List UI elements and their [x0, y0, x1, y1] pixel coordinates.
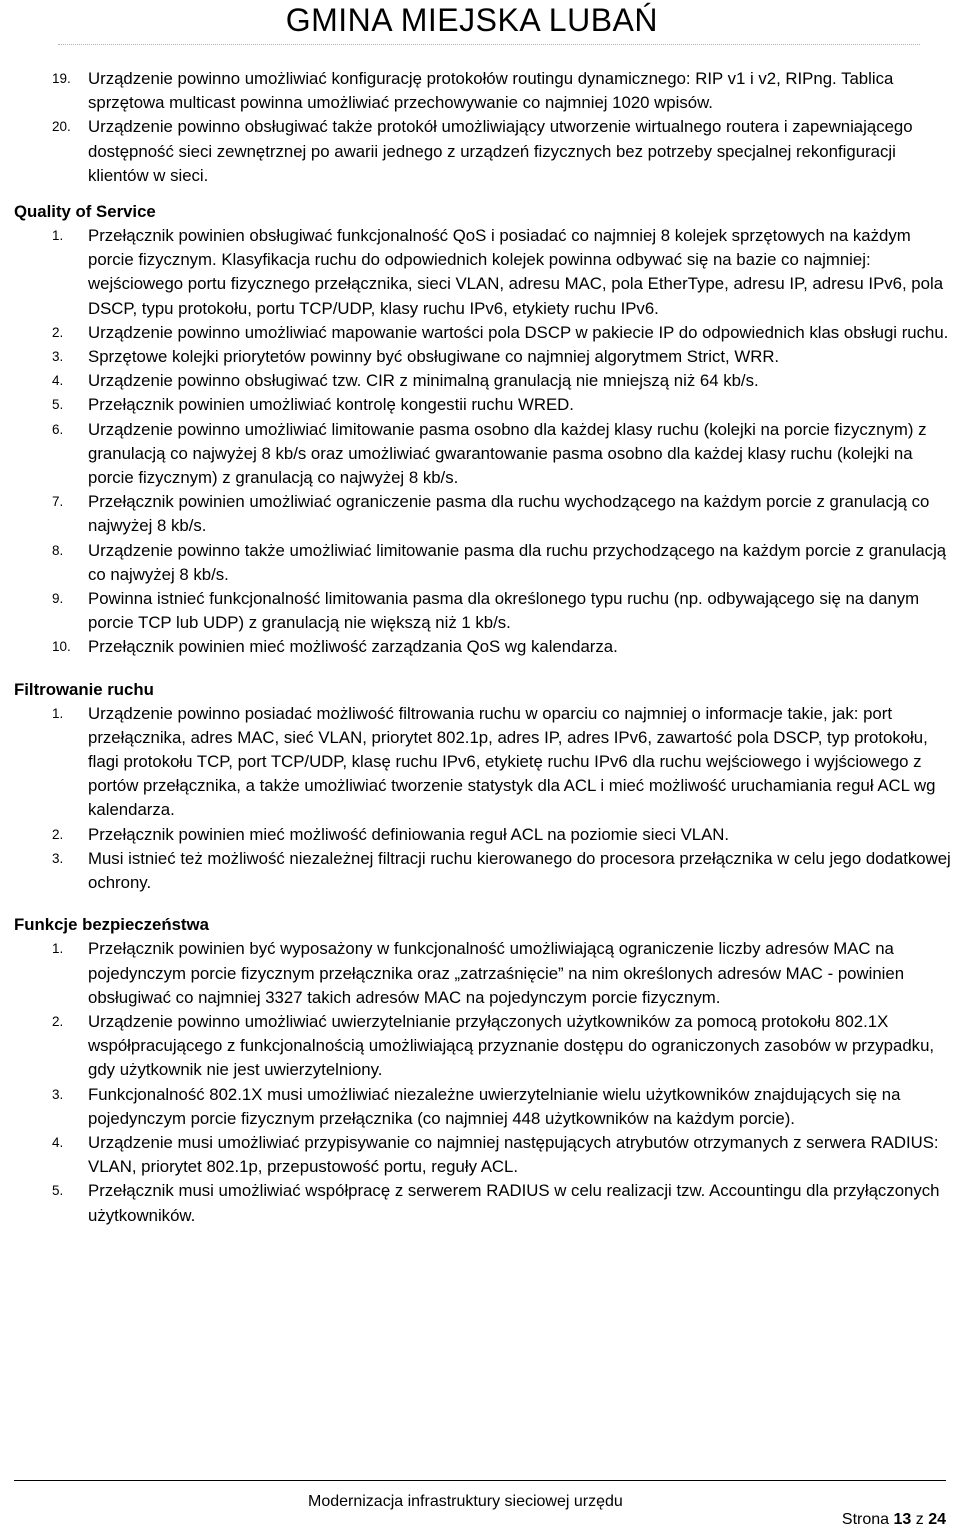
list-item-number: 6.: [52, 421, 64, 437]
header-divider: [58, 44, 920, 45]
list-item: [14, 115, 958, 188]
list-item: [14, 321, 958, 345]
list-item-number: 3.: [52, 349, 64, 365]
list-item-text: Przełącznik powinien mieć możliwość zarządzania QoS wg kalendarza.: [88, 637, 618, 657]
list-item-number: 9.: [52, 591, 64, 607]
document-header-title: GMINA MIEJSKA LUBAŃ: [285, 2, 658, 38]
list-item: [14, 1179, 958, 1227]
page-separator: z: [915, 1511, 924, 1528]
list-item: [14, 393, 958, 417]
list-item-text: Urządzenie musi umożliwiać przypisywanie co najmniej następujących atrybutów otrzymanych z serwera RADIUS: VLAN, priorytet 802.1p, przepustowość portu, reguły ACL.: [88, 1132, 939, 1177]
list-item: [14, 635, 958, 659]
list-item-text: Urządzenie powinno umożliwiać limitowanie pasma osobno dla każdej klasy ruchu (kolejki na porcie fizycznym) z granulacją co najwyżej 8 kb/s oraz umożliwiać gwarantowanie pasma osobno dla każdej klasy ruchu (kolejki na porcie fizycznym) z granulacją co najwyżej 8 kb/s.: [88, 419, 927, 488]
list-item: [14, 1083, 958, 1131]
list-item: [14, 369, 958, 393]
list-item: [14, 1010, 958, 1083]
list-item-text: Przełącznik powinien być wyposażony w funkcjonalność umożliwiającą ograniczenie liczby adresów MAC na pojedynczym porcie fizycznym przełącznika oraz „zatrzaśnięcie” na nim określonych adresów MAC - powinien obsługiwać co najmniej 3327 takich adresów MAC na pojedynczym porcie fizycznym.: [88, 939, 905, 1007]
list-item-text: Urządzenie powinno obsługiwać także protokół umożliwiający utworzenie wirtualnego routera i zapewniającego dostępność sieci zewnętrznej po awarii jednego z urządzeń fizycznych bez potrzeby specjalnej rekonfiguracji klientów w sieci.: [88, 117, 913, 185]
page-label: Strona: [841, 1511, 890, 1528]
qos-list: [14, 224, 958, 660]
list-item: [14, 587, 958, 635]
list-item-text: Funkcjonalność 802.1X musi umożliwiać niezależne uwierzytelnianie wielu użytkowników znajdujących się na pojedynczym porcie fizycznym przełącznika (co najmniej 448 użytkowników na każdym porcie).: [88, 1084, 901, 1128]
list-item-text: Musi istnieć też możliwość niezależnej filtracji ruchu kierowanego do procesora przełącznika w celu jego dodatkowej ochrony.: [88, 848, 951, 893]
list-item: [14, 847, 958, 895]
list-item-text: Przełącznik powinien mieć możliwość definiowania reguł ACL na poziomie sieci VLAN.: [88, 824, 730, 844]
list-item-number: 4.: [52, 373, 64, 389]
list-item-number: 19.: [52, 71, 71, 86]
list-item-number: 10.: [52, 639, 71, 655]
list-item-text: Urządzenie powinno posiadać możliwość filtrowania ruchu w oparciu co najmniej o informacje takie, jak: port przełącznika, adres MAC, sieć VLAN, priorytet 802.1p, adres IP, adres IPv6, zawartość pola DSCP, typ protokołu, flagi protokołu TCP, port TCP/UDP, klasę ruchu IPv6, etykietę ruchu IPv6 dla ruchu wejściowego i wyjściowego z portów przełącznika, a także umożliwiać tworzenie statystyk dla ACL i mieć możliwość uruchamiania reguł ACL wg kalendarza.: [88, 703, 936, 820]
list-item: [14, 67, 958, 115]
top-list: [14, 67, 958, 188]
page-total: 24: [928, 1511, 946, 1528]
list-item-text: Przełącznik powinien umożliwiać ograniczenie pasma dla ruchu wychodzącego na każdym porcie z granulacją co najwyżej 8 kb/s.: [88, 492, 930, 536]
list-item: [14, 823, 958, 847]
list-item: [14, 702, 958, 823]
page-current: 13: [893, 1511, 912, 1528]
list-item-text: Urządzenie powinno umożliwiać mapowanie wartości pola DSCP w pakiecie IP do odpowiednich klas obsługi ruchu.: [88, 322, 949, 342]
list-item-text: Powinna istnieć funkcjonalność limitowania pasma dla określonego typu ruchu (np. odbywającego się na danym porcie TCP lub UDP) z granulacją nie większą niż 1 kb/s.: [88, 589, 920, 633]
security-list: [14, 937, 958, 1227]
list-item-number: 1.: [52, 228, 64, 244]
section-title-filtering: Filtrowanie ruchu: [14, 679, 154, 699]
list-item-text: Urządzenie powinno także umożliwiać limitowanie pasma dla ruchu przychodzącego na każdym porcie z granulacją co najwyżej 8 kb/s.: [88, 540, 947, 584]
list-item: [14, 539, 958, 587]
list-item-number: 7.: [52, 494, 64, 510]
list-item: [14, 345, 958, 369]
section-title-security: Funkcje bezpieczeństwa: [14, 915, 209, 935]
list-item: [14, 224, 958, 321]
list-item-number: 1.: [52, 705, 64, 721]
list-item-number: 2.: [52, 324, 64, 340]
page-number: [842, 1511, 946, 1529]
list-item: [14, 490, 958, 538]
list-item-number: 3.: [52, 1086, 64, 1102]
list-item: [14, 937, 958, 1010]
list-item-number: 8.: [52, 542, 64, 558]
list-item-text: Urządzenie powinno umożliwiać konfigurację protokołów routingu dynamicznego: RIP v1 i v2, RIPng. Tablica sprzętowa multicast powinna umożliwiać przechowywanie co najmniej 1020 wpisów.: [88, 69, 894, 113]
list-item-text: Urządzenie powinno umożliwiać uwierzytelnianie przyłączonych użytkowników za pomocą protokołu 802.1X współpracującego z funkcjonalnością umożliwiającą przyznanie dostępu do ograniczonych zasobów w przypadku, gdy użytkownik nie jest uwierzytelniony.: [88, 1011, 935, 1080]
list-item-number: 5.: [52, 1183, 64, 1199]
list-item-text: Urządzenie powinno obsługiwać tzw. CIR z minimalną granulacją nie mniejszą niż 64 kb/s.: [88, 371, 759, 391]
filtering-list: [14, 702, 958, 896]
list-item-number: 4.: [52, 1134, 64, 1150]
list-item-text: Przełącznik powinien umożliwiać kontrolę kongestii ruchu WRED.: [88, 395, 574, 415]
list-item-text: Sprzętowe kolejki priorytetów powinny być obsługiwane co najmniej algorytmem Strict, WRR.: [88, 347, 780, 367]
list-item-number: 2.: [52, 1013, 64, 1029]
list-item-text: Przełącznik powinien obsługiwać funkcjonalność QoS i posiadać co najmniej 8 kolejek sprzętowych na każdym porcie fizycznym. Klasyfikacja ruchu do odpowiednich kolejek powinna odbywać się na bazie co najmniej: wejściowego portu fizycznego przełącznika, sieci VLAN, adresu MAC, pola EtherType, adresu IP, adresu IPv6, pola DSCP, typu protokołu, portu TCP/UDP, klasy ruchu IPv6, etykiety ruchu IPv6.: [88, 226, 944, 318]
list-item-text: Przełącznik musi umożliwiać współpracę z serwerem RADIUS w celu realizacji tzw. Accountingu dla przyłączonych użytkowników.: [88, 1181, 940, 1225]
list-item-number: 3.: [52, 850, 64, 866]
list-item-number: 2.: [52, 826, 64, 842]
list-item-number: 20.: [52, 119, 71, 135]
footer-divider: [14, 1480, 946, 1481]
section-title-qos: Quality of Service: [14, 202, 156, 222]
document-body: [14, 67, 958, 1228]
list-item: [14, 418, 958, 491]
list-item: [14, 1131, 958, 1179]
footer-title: Modernizacja infrastruktury sieciowej urzędu: [308, 1493, 623, 1510]
list-item-number: 1.: [52, 941, 64, 957]
list-item-number: 5.: [52, 397, 64, 413]
